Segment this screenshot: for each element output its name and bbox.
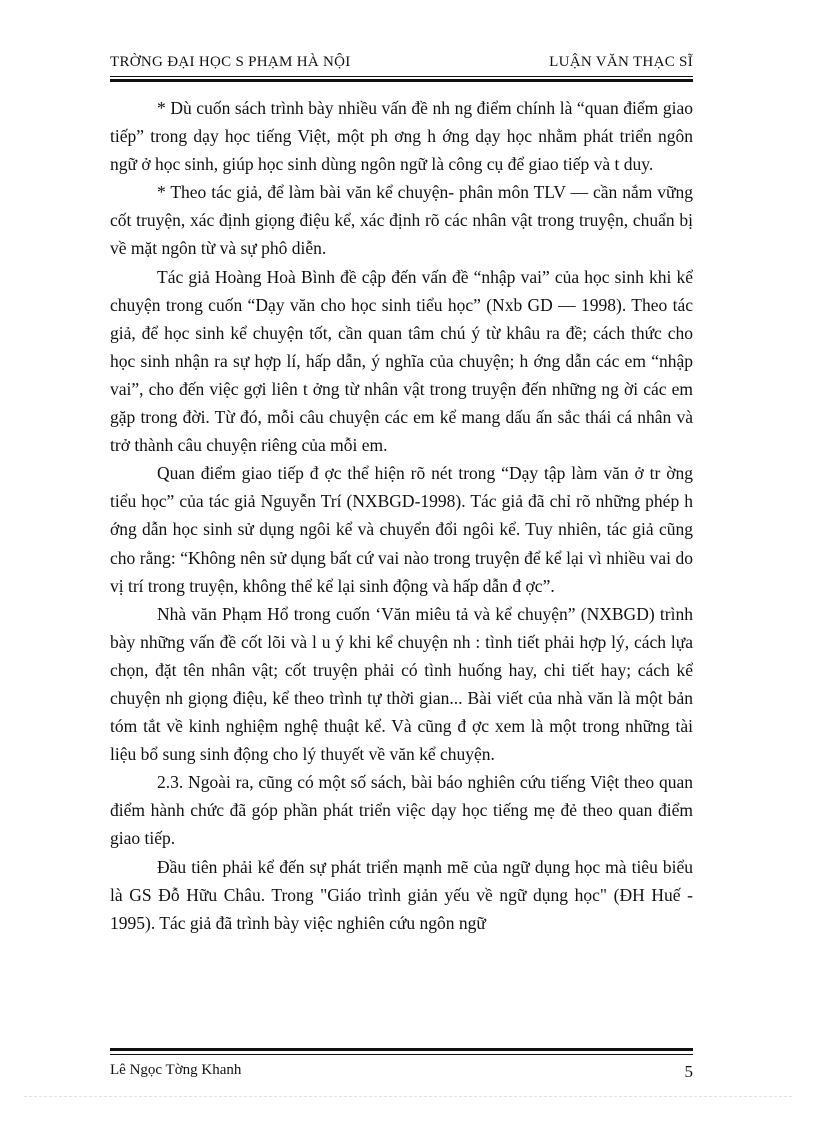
paragraph: Tác giả Hoàng Hoà Bình đề cập đến vấn đề “nhập vai” của học sinh khi kể chuyện trong cuốn “Dạy văn cho học sinh tiểu học” (Nxb GD — 1998). Theo tác giả, để học sinh kể chuyện tốt, cần quan tâm chú ý từ khâu ra đề; cách thức cho học sinh nhận ra sự hợp lí, hấp dẫn, ý nghĩa của chuyện; h ớng dẫn các em “nhập vai”, cho đến việc gợi liên t ởng từ nhân vật trong truyện đến những ng ời các em gặp trong đời. Từ đó, mỗi câu chuyện các em kể mang dấu ấn sắc thái cá nhân và trở thành câu chuyện riêng của mỗi em. [110,266,693,456]
footer-author: Lê Ngọc Tờng Khanh [110,1062,242,1078]
paragraph: Đầu tiên phải kể đến sự phát triển mạnh mẽ của ngữ dụng học mà tiêu biểu là GS Đỗ Hữu Châu. Trong "Giáo trình giản yếu về ngữ dụng học" (ĐH Huế - 1995). Tác giả đã trình bày việc nghiên cứu ngôn ngữ [110,856,693,933]
paragraph: Nhà văn Phạm Hổ trong cuốn ‘Văn miêu tả và kể chuyện” (NXBGD) trình bày những vấn đề cốt lõi và l u ý khi kể chuyện nh : tình tiết phải hợp lý, cách lựa chọn, đặt tên nhân vật; cốt truyện phải có tình huống hay, chi tiết hay; cách kể chuyện nh giọng điệu, kể theo trình tự thời gian... Bài viết của nhà văn là một bản tóm tắt về kinh nghiệm nghệ thuật kể. Và cũng đ ợc xem là một trong những tài liệu bổ sung sinh động cho lý thuyết về văn kể chuyện. [110,603,693,765]
paragraph: 2.3. Ngoài ra, cũng có một số sách, bài báo nghiên cứu tiếng Việt theo quan điểm hành chức đã góp phần phát triển việc dạy học tiếng mẹ đẻ theo quan điểm giao tiếp. [110,772,693,849]
header-rule-thick [110,79,693,82]
header-document-type: LUẬN VĂN THẠC SĨ [549,54,693,70]
footer-rule [110,1054,693,1055]
paragraph: * Theo tác giả, để làm bài văn kể chuyện- phân môn TLV — cần nắm vững cốt truyện, xác định giọng điệu kể, xác định rõ các nhân vật trong truyện, chuẩn bị về mặt ngôn từ và sự phô diễn. [110,182,693,259]
page-edge [24,1096,792,1097]
page-number: 5 [684,1062,693,1081]
paragraph: Quan điểm giao tiếp đ ợc thể hiện rõ nét trong “Dạy tập làm văn ở tr ờng tiểu học” của tác giả Nguyễn Trí (NXBGD-1998). Tác giả đã chỉ rõ những phép h ớng dẫn học sinh sử dụng ngôi kể và chuyển đổi ngôi kể. Tuy nhiên, tác giả cũng cho rằng: “Không nên sử dụng bất cứ vai nào trong truyện để kể lại vì nhiều vai do vị trí trong truyện, không thể kể lại sinh động và hấp dẫn đ ợc”. [110,463,693,596]
page-footer [110,1058,693,1084]
header-institution: TRỜNG ĐẠI HỌC S PHẠM HÀ NỘI [110,54,351,70]
header-rule [110,76,693,77]
body-text [110,94,693,937]
footer-rule-thick [110,1048,693,1051]
page-header [110,50,693,74]
paragraph: * Dù cuốn sách trình bày nhiều vấn đề nh ng điểm chính là “quan điểm giao tiếp” trong dạy học tiếng Việt, một ph ơng h ớng dạy học nhằm phát triển ngôn ngữ ở học sinh, giúp học sinh dùng ngôn ngữ là công cụ để giao tiếp và t duy. [110,98,693,175]
